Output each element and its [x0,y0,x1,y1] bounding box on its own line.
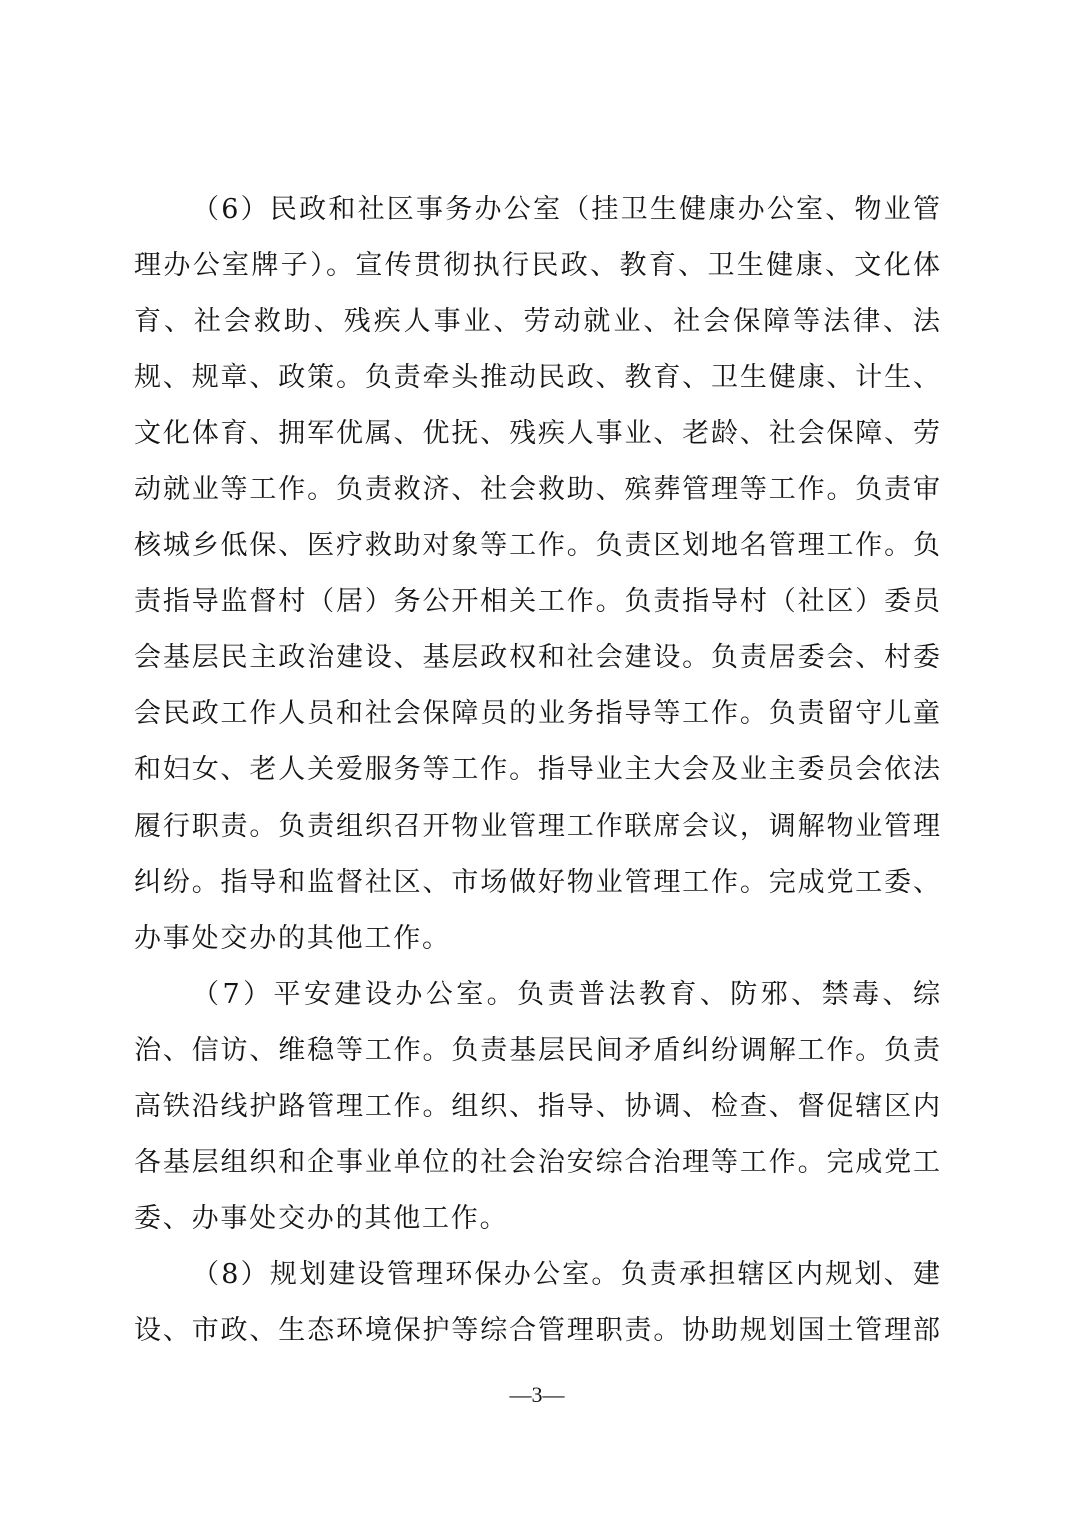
text-line: 动就业等工作。负责救济、社会救助、殡葬管理等工作。负责审 [134,474,940,506]
text-line: 纠纷。指导和监督社区、市场做好物业管理工作。完成党工委、 [134,866,940,898]
text-line: 委、办事处交办的其他工作。 [134,1202,509,1234]
page-number: —3— [509,1382,565,1407]
text-line: 设、市政、生态环境保护等综合管理职责。协助规划国土管理部 [134,1314,940,1346]
text-line: 育、社会救助、残疾人事业、劳动就业、社会保障等法律、法 [134,306,940,338]
text-line: 理办公室牌子）。宣传贯彻执行民政、教育、卫生健康、文化体 [134,250,940,282]
text-line: 各基层组织和企事业单位的社会治安综合治理等工作。完成党工 [134,1146,940,1178]
paragraph-7 [134,967,940,1247]
text-line: 高铁沿线护路管理工作。组织、指导、协调、检查、督促辖区内 [134,1090,940,1122]
text-line: 规、规章、政策。负责牵头推动民政、教育、卫生健康、计生、 [134,362,940,394]
text-line: （8）规划建设管理环保办公室。负责承担辖区内规划、建 [192,1258,940,1290]
paragraph-6 [134,182,940,967]
text-line: 责指导监督村（居）务公开相关工作。负责指导村（社区）委员 [134,586,940,618]
text-line: 会基层民主政治建设、基层政权和社会建设。负责居委会、村委 [134,642,940,674]
text-line: 会民政工作人员和社会保障员的业务指导等工作。负责留守儿童 [134,698,940,730]
paragraph-8 [134,1247,940,1359]
text-line: 文化体育、拥军优属、优抚、残疾人事业、老龄、社会保障、劳 [134,418,940,450]
text-line: 和妇女、老人关爱服务等工作。指导业主大会及业主委员会依法 [134,754,940,786]
text-line: 治、信访、维稳等工作。负责基层民间矛盾纠纷调解工作。负责 [134,1034,940,1066]
text-line: （6）民政和社区事务办公室（挂卫生健康办公室、物业管 [192,194,940,225]
text-line: 履行职责。负责组织召开物业管理工作联席会议，调解物业管理 [134,810,940,842]
text-line: 办事处交办的其他工作。 [134,922,451,954]
body-text [134,182,940,1359]
text-line: 核城乡低保、医疗救助对象等工作。负责区划地名管理工作。负 [134,530,940,562]
text-line: （7）平安建设办公室。负责普法教育、防邪、禁毒、综 [192,978,940,1010]
